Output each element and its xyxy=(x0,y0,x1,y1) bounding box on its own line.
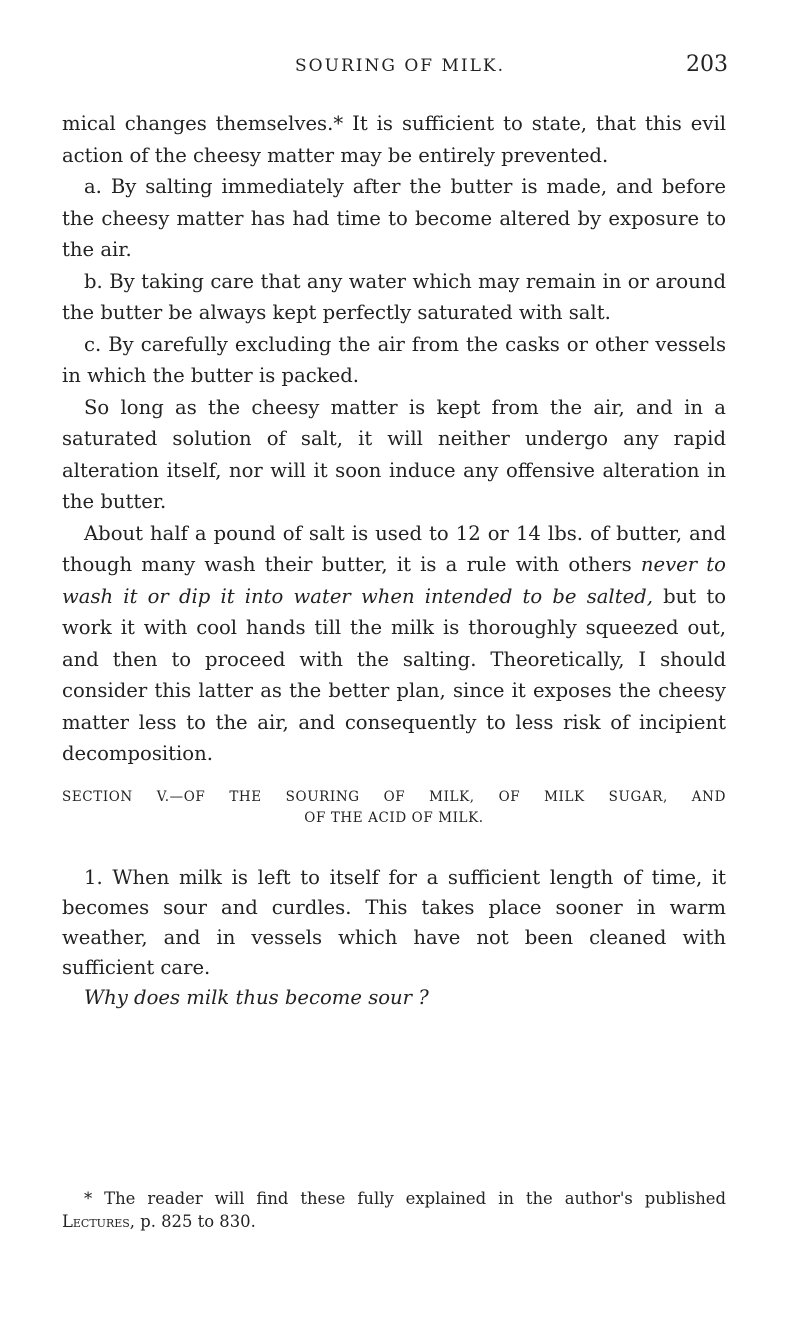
main-text xyxy=(62,108,726,770)
footnote-body: * The reader will find these fully explained in the author's published xyxy=(84,1189,726,1208)
section-heading-line-1: SECTION V.—OF THE SOURING OF MILK, OF MILK SUGAR, AND xyxy=(62,789,726,805)
paragraph-salting xyxy=(62,518,726,770)
section-question: Why does milk thus become sour ? xyxy=(84,986,429,1009)
paragraph-continuation: mical changes themselves.* It is sufficient to state, that this evil action of the cheesy matter may be entirely prevented. xyxy=(62,112,726,167)
footnote-reference: Lectures xyxy=(62,1212,130,1231)
page-number: 203 xyxy=(686,52,728,77)
section-text xyxy=(62,863,726,1013)
list-item-b: b. By taking care that any water which may remain in or around the butter be always kept perfectly saturated with salt. xyxy=(62,269,726,324)
section-heading-line-2: OF THE ACID OF MILK. xyxy=(304,810,484,826)
running-title: SOURING OF MILK. xyxy=(295,56,505,76)
footnote xyxy=(62,1187,726,1233)
footnote-text xyxy=(62,1187,726,1233)
running-head xyxy=(0,52,800,82)
list-item-a: a. By salting immediately after the butter is made, and before the cheesy matter has had time to become altered by exposure to the air. xyxy=(62,175,726,261)
list-item-c: c. By carefully excluding the air from the casks or other vessels in which the butter is packed. xyxy=(62,332,726,387)
salting-text-end: but to work it with cool hands till the milk is thoroughly squeezed out, and then to proceed with the salting. Theoretically, I should consider this latter as the better plan, since it exposes the cheesy matter less to the air, and consequently to less risk of incipient decomposition. xyxy=(62,584,727,765)
salting-text-start: About half a pound of salt is used to 12 or 14 lbs. of butter, and though many wash their butter, it is a rule with others xyxy=(62,521,726,576)
section-heading xyxy=(62,787,726,829)
footnote-pages: , p. 825 to 830. xyxy=(129,1212,256,1231)
paragraph-cheesy-matter: So long as the cheesy matter is kept from the air, and in a saturated solution of salt, it will neither undergo any rapid alteration itself, nor will it soon induce any offensive alteration in the butter. xyxy=(62,395,726,513)
salting-text-italic: never to wash it or dip it into water when intended to be salted, xyxy=(62,553,726,608)
section-paragraph-1: 1. When milk is left to itself for a sufficient length of time, it becomes sour and curdles. This takes place sooner in warm weather, and in vessels which have not been cleaned with sufficient care. xyxy=(62,866,726,979)
